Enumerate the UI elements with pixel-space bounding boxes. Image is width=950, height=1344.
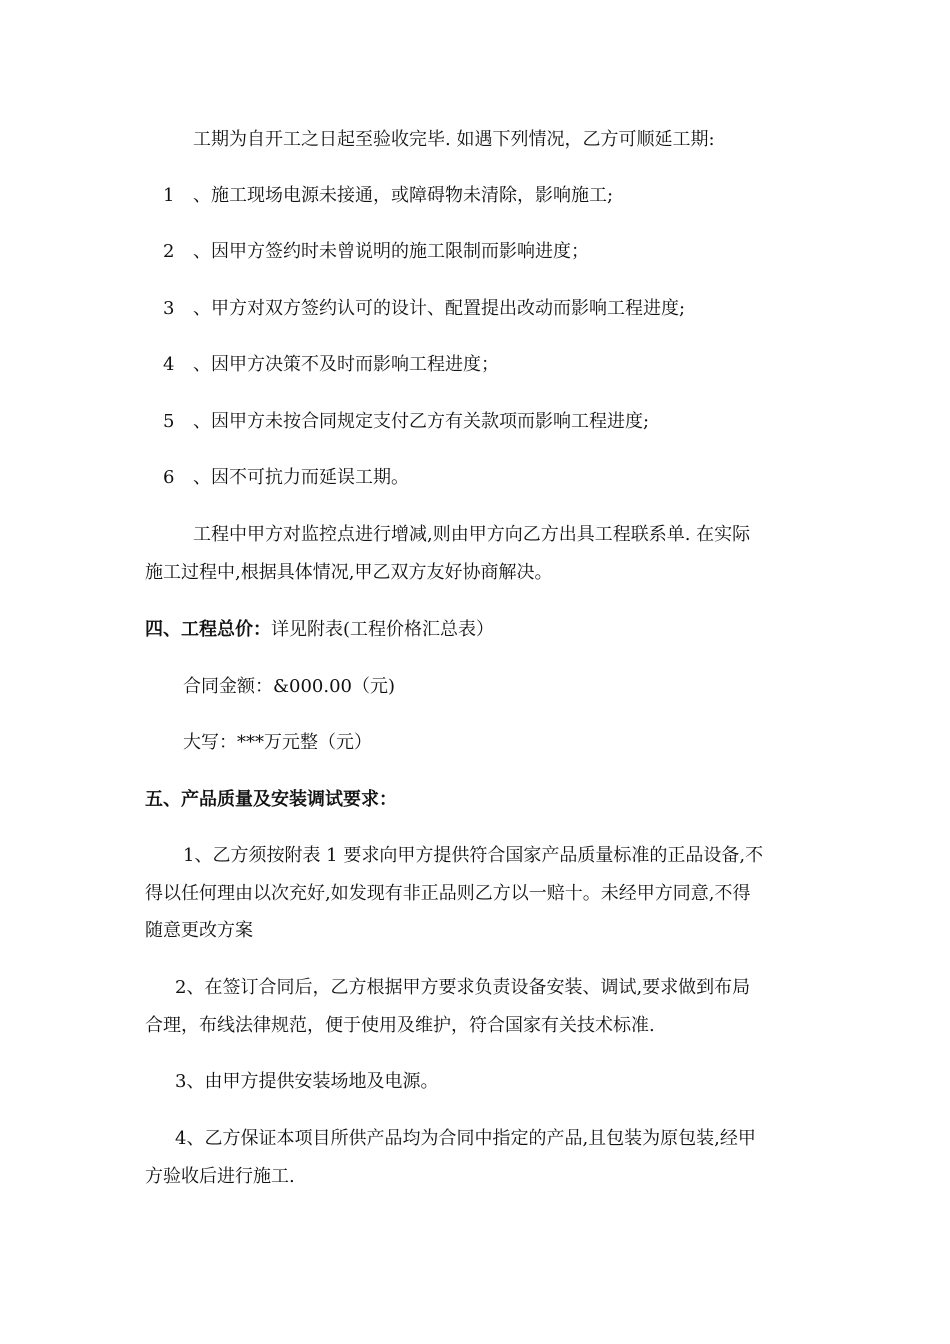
list-item-number: 4 (163, 354, 175, 375)
section-5-paragraph-1-line: 得以任何理由以次充好,如发现有非正品则乙方以一赔十。未经甲方同意,不得 (145, 883, 751, 904)
list-item-text: 、因甲方决策不及时而影响工程进度； (193, 354, 499, 375)
amount-in-words: 大写：***万元整（元） (183, 732, 372, 753)
list-item-text: 、因不可抗力而延误工期。 (193, 467, 409, 488)
list-item-number: 1 (163, 185, 175, 206)
list-item (145, 299, 810, 319)
intro-paragraph: 工期为自开工之日起至验收完毕. 如遇下列情况，乙方可顺延工期: (193, 129, 715, 150)
list-item (145, 242, 810, 262)
list-item-text: 、甲方对双方签约认可的设计、配置提出改动而影响工程进度; (193, 298, 686, 319)
list-item (145, 355, 810, 375)
list-item-number: 2 (163, 241, 175, 262)
list-item-number: 5 (163, 411, 175, 432)
section-4-heading-line (145, 620, 810, 640)
section-5-paragraph-2-line: 合理，布线法律规范，便于使用及维护，符合国家有关技术标准. (145, 1015, 655, 1036)
section-5-heading: 五、产品质量及安装调试要求： (145, 789, 397, 810)
list-item (145, 412, 810, 432)
list-item-text: 、施工现场电源未接通，或障碍物未清除，影响施工; (193, 185, 614, 206)
section-5-paragraph-4-line: 方验收后进行施工. (145, 1166, 295, 1187)
section-5-paragraph-1-line: 1、乙方须按附表 1 要求向甲方提供符合国家产品质量标准的正品设备,不 (183, 845, 764, 866)
contract-amount: 合同金额：&000.00（元) (183, 676, 396, 697)
section-4-text: 详见附表(工程价格汇总表） (271, 619, 495, 640)
monitor-paragraph-line: 施工过程中,根据具体情况,甲乙双方友好协商解决。 (145, 562, 553, 583)
list-item (145, 468, 810, 488)
section-5-paragraph-4-line: 4、乙方保证本项目所供产品均为合同中指定的产品,且包装为原包装,经甲 (175, 1128, 756, 1149)
monitor-paragraph-line: 工程中甲方对监控点进行增减,则由甲方向乙方出具工程联系单. 在实际 (193, 524, 751, 545)
section-5-paragraph-2-line: 2、在签订合同后，乙方根据甲方要求负责设备安装、调试,要求做到布局 (175, 977, 751, 998)
list-item-number: 3 (163, 298, 175, 319)
section-5-paragraph-3: 3、由甲方提供安装场地及电源。 (175, 1071, 439, 1092)
list-item (145, 186, 810, 206)
section-5-paragraph-1-line: 随意更改方案 (145, 920, 253, 941)
list-item-number: 6 (163, 467, 175, 488)
list-item-text: 、因甲方未按合同规定支付乙方有关款项而影响工程进度; (193, 411, 650, 432)
section-4-heading: 四、工程总价： (145, 619, 271, 640)
list-item-text: 、因甲方签约时未曾说明的施工限制而影响进度； (193, 241, 589, 262)
